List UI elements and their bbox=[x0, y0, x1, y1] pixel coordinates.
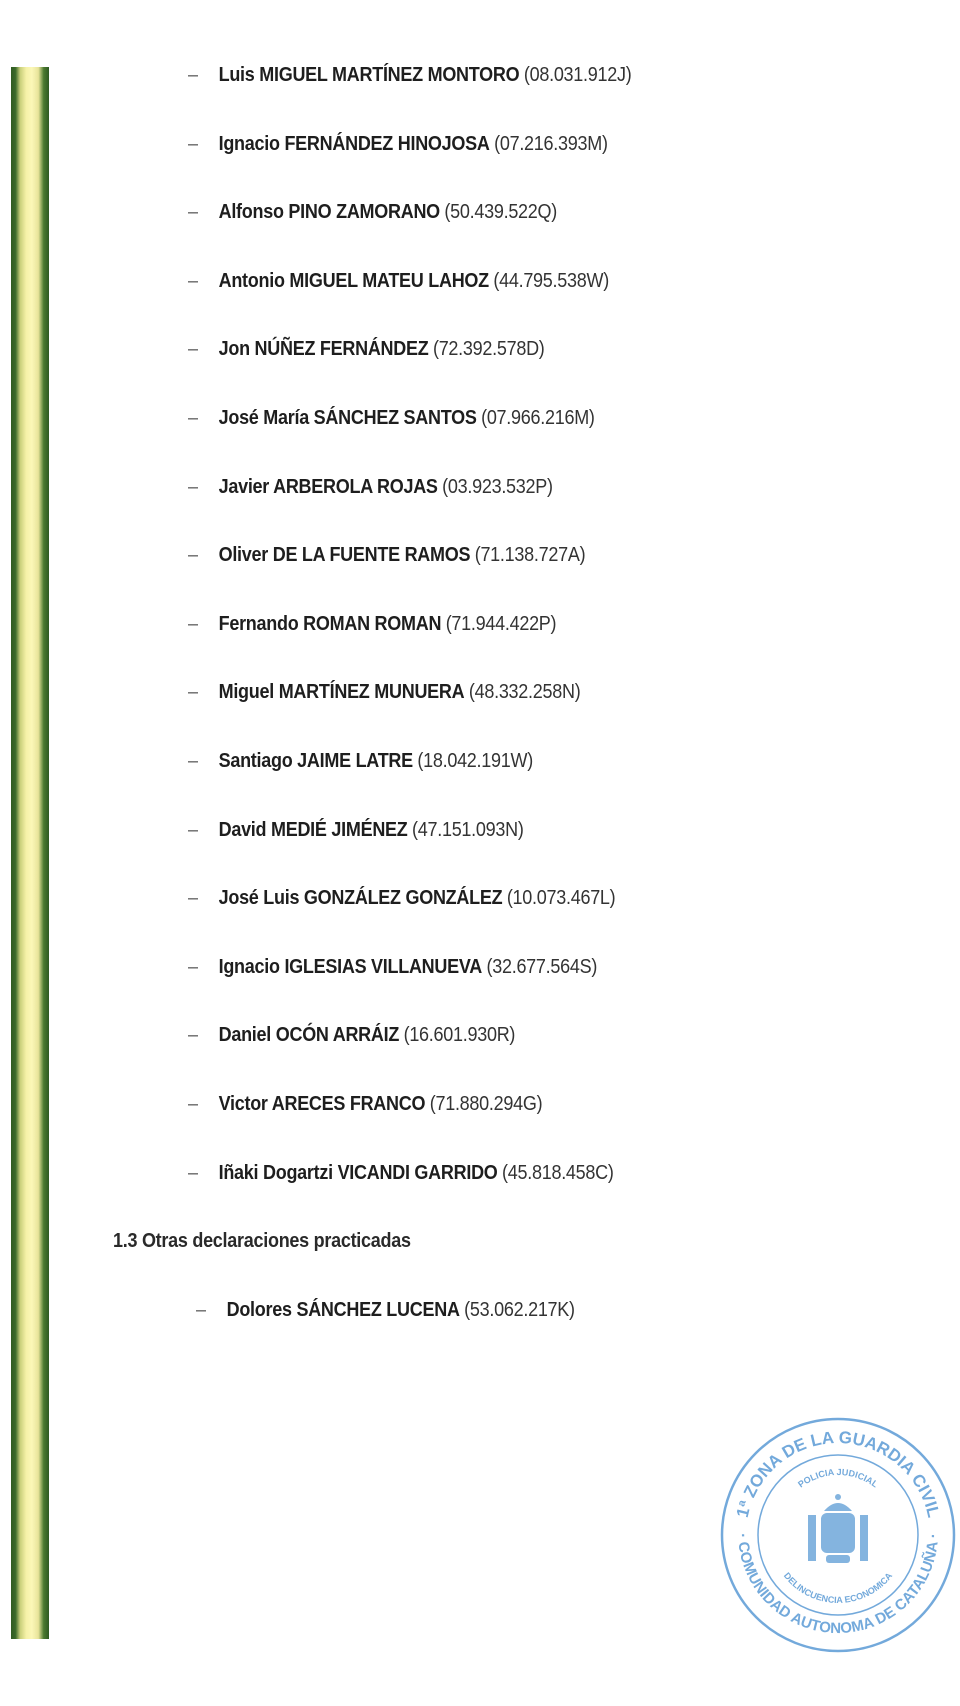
person-name: José Luis GONZÁLEZ GONZÁLEZ bbox=[218, 887, 503, 910]
person-id: (18.042.191W) bbox=[417, 750, 533, 772]
dash-bullet: – bbox=[188, 64, 199, 86]
dash-bullet: – bbox=[188, 1024, 199, 1047]
section-heading: 1.3 Otras declaraciones practicadas bbox=[113, 1230, 411, 1253]
person-name: Ignacio FERNÁNDEZ HINOJOSA bbox=[218, 132, 490, 155]
person-name: Daniel OCÓN ARRÁIZ bbox=[218, 1024, 400, 1047]
person-id: (45.818.458C) bbox=[502, 1161, 614, 1184]
person-name: Antonio MIGUEL MATEU LAHOZ bbox=[218, 269, 489, 292]
list-item bbox=[188, 677, 580, 707]
list-item bbox=[188, 60, 631, 90]
dash-bullet: – bbox=[188, 612, 199, 635]
list-item bbox=[188, 883, 615, 913]
person-name: José María SÁNCHEZ SANTOS bbox=[218, 407, 477, 429]
dash-bullet: – bbox=[188, 955, 199, 978]
person-id: (47.151.093N) bbox=[412, 818, 524, 841]
list-item bbox=[188, 746, 533, 776]
person-id: (50.439.522Q) bbox=[444, 201, 557, 224]
person-name: Fernando ROMAN ROMAN bbox=[218, 612, 442, 635]
person-id: (08.031.912J) bbox=[523, 64, 632, 86]
dash-bullet: – bbox=[188, 1161, 199, 1184]
dash-bullet: – bbox=[188, 475, 199, 498]
list-item bbox=[188, 609, 556, 639]
person-id: (07.966.216M) bbox=[481, 407, 595, 429]
dash-bullet: – bbox=[188, 269, 199, 292]
list-item bbox=[188, 1020, 515, 1050]
person-name: Javier ARBEROLA ROJAS bbox=[218, 475, 438, 498]
person-name: Luis MIGUEL MARTÍNEZ MONTORO bbox=[218, 64, 520, 86]
dash-bullet: – bbox=[188, 544, 199, 567]
person-id: (48.332.258N) bbox=[468, 681, 581, 704]
person-name: Jon NÚÑEZ FERNÁNDEZ bbox=[218, 338, 429, 361]
stamp-top-text: 1ª ZONA DE LA GUARDIA CIVIL bbox=[732, 1427, 944, 1520]
person-name: Ignacio IGLESIAS VILLANUEVA bbox=[218, 955, 483, 978]
dash-bullet: – bbox=[188, 681, 199, 704]
list-item bbox=[188, 472, 553, 502]
coat-of-arms-icon bbox=[808, 1494, 868, 1563]
person-id: (71.880.294G) bbox=[429, 1093, 543, 1115]
person-id: (16.601.930R) bbox=[403, 1024, 516, 1047]
dash-bullet: – bbox=[188, 338, 199, 361]
person-name: Dolores SÁNCHEZ LUCENA bbox=[226, 1298, 460, 1321]
person-name: Santiago JAIME LATRE bbox=[218, 750, 413, 772]
person-name: Iñaki Dogartzi VICANDI GARRIDO bbox=[218, 1161, 498, 1184]
person-id: (32.677.564S) bbox=[486, 955, 598, 978]
person-name: Victor ARECES FRANCO bbox=[218, 1093, 426, 1115]
dash-bullet: – bbox=[188, 750, 199, 772]
person-name: Miguel MARTÍNEZ MUNUERA bbox=[218, 681, 465, 704]
list-item bbox=[188, 1158, 614, 1188]
dash-bullet: – bbox=[188, 887, 199, 910]
stamp-bottom-text: · COMUNIDAD AUTONOMA DE CATALUÑA · bbox=[733, 1532, 943, 1638]
person-id: (10.073.467L) bbox=[506, 887, 616, 910]
person-id: (71.944.422P) bbox=[445, 612, 557, 635]
person-id: (72.392.578D) bbox=[432, 338, 545, 361]
dash-bullet: – bbox=[188, 201, 199, 224]
person-id: (71.138.727A) bbox=[474, 544, 586, 567]
person-name: David MEDIÉ JIMÉNEZ bbox=[218, 818, 408, 841]
margin-color-bar bbox=[11, 67, 49, 1639]
person-name: Oliver DE LA FUENTE RAMOS bbox=[218, 544, 471, 567]
list-item bbox=[188, 1089, 542, 1119]
person-id: (53.062.217K) bbox=[464, 1298, 575, 1321]
dash-bullet: – bbox=[188, 407, 199, 429]
dash-bullet: – bbox=[188, 818, 199, 841]
list-item bbox=[188, 403, 595, 433]
stamp-inner-bottom: DELINCUENCIA ECONOMICA bbox=[781, 1570, 895, 1606]
guardia-civil-stamp bbox=[718, 1415, 958, 1655]
person-id: (03.923.532P) bbox=[442, 475, 553, 498]
person-name: Alfonso PINO ZAMORANO bbox=[218, 201, 440, 224]
stamp-inner-top: POLICIA JUDICIAL bbox=[796, 1466, 880, 1490]
person-id: (07.216.393M) bbox=[494, 132, 608, 155]
list-item bbox=[188, 129, 608, 159]
dash-bullet: – bbox=[196, 1298, 207, 1321]
list-item bbox=[188, 266, 609, 296]
list-item bbox=[196, 1295, 575, 1325]
svg-text:POLICIA JUDICIAL bbox=[796, 1467, 880, 1490]
list-item bbox=[188, 952, 597, 982]
list-item bbox=[188, 540, 585, 570]
list-item bbox=[188, 815, 524, 845]
list-item bbox=[188, 197, 557, 227]
svg-text:DELINCUENCIA ECONOMICA bbox=[782, 1570, 895, 1605]
dash-bullet: – bbox=[188, 1093, 199, 1115]
dash-bullet: – bbox=[188, 132, 199, 155]
list-item bbox=[188, 334, 545, 364]
person-id: (44.795.538W) bbox=[493, 269, 609, 292]
